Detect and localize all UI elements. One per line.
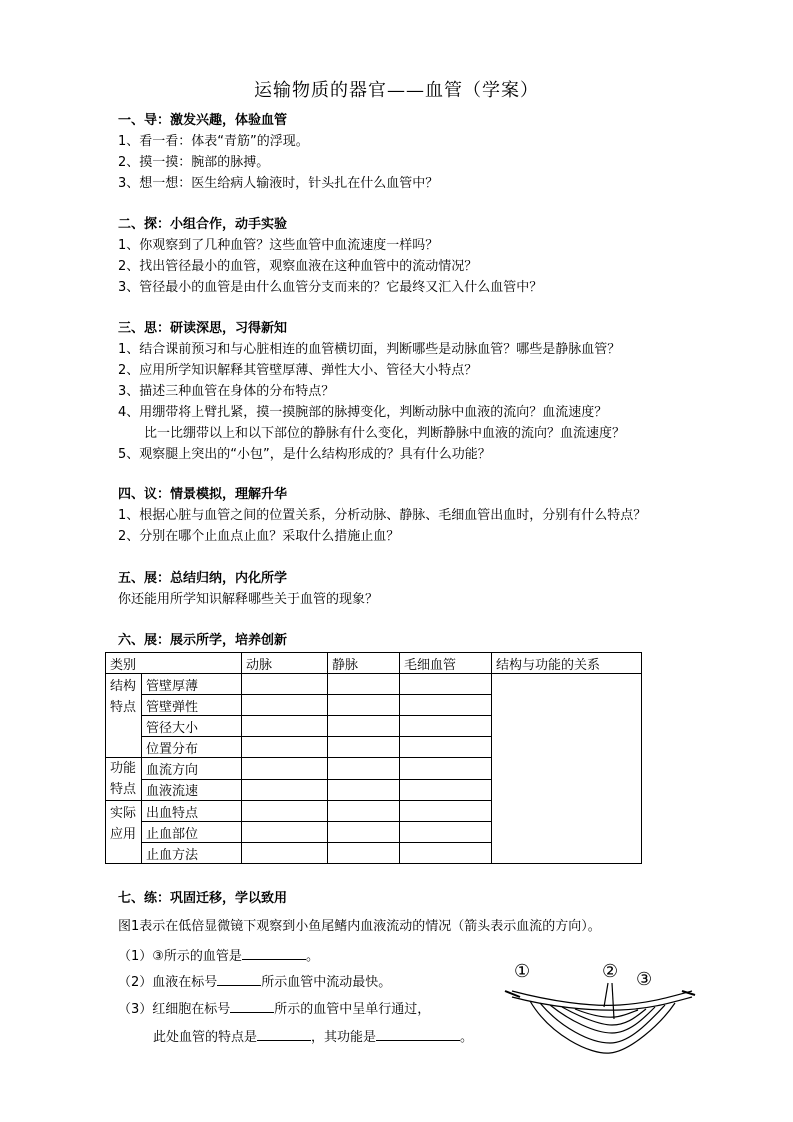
answer-cell[interactable] [400,822,492,843]
question-text: （1）③所示的血管是 [118,949,242,964]
answer-blank[interactable] [257,1027,311,1041]
answer-cell[interactable] [328,822,400,843]
question-text: 所示的血管中呈单行通过， [274,1002,431,1017]
section-heading: 二、探：小组合作，动手实验 [118,217,288,232]
list-item: 3、想一想：医生给病人输液时，针头扎在什么血管中？ [118,176,439,191]
row-label: 出血特点 [142,801,242,822]
row-label: 血液流速 [142,779,242,801]
question-2 [118,971,391,990]
row-label: 管壁厚薄 [142,674,242,695]
answer-cell[interactable] [400,779,492,801]
row-label: 位置分布 [142,737,242,758]
answer-cell[interactable] [400,737,492,758]
list-item-continued: 比一比绷带以上和以下部位的静脉有什么变化，判断静脉中血液的流向？血流速度？ [144,426,626,441]
list-item: 1、根据心脏与血管之间的位置关系，分析动脉、静脉、毛细血管出血时，分别有什么特点？ [118,508,647,523]
question-text: 。 [460,1030,474,1045]
answer-cell[interactable] [242,758,328,780]
answer-cell[interactable] [328,758,400,780]
question-text: 所示血管中流动最快。 [261,975,392,990]
answer-blank[interactable] [376,1027,460,1041]
section-1 [118,110,738,194]
answer-cell[interactable] [328,737,400,758]
list-item: 3、管径最小的血管是由什么血管分支而来的？它最终又汇入什么血管中？ [118,280,543,295]
answer-cell[interactable] [328,674,400,695]
question-text: （2）血液在标号 [118,975,218,990]
table-row [106,674,642,695]
summary-table [105,652,642,864]
section-6 [118,630,738,651]
answer-cell[interactable] [400,758,492,780]
list-item: 1、结合课前预习和与心脏相连的血管横切面，判断哪些是动脉血管？哪些是静脉血管？ [118,342,621,357]
row-label: 血流方向 [142,758,242,780]
answer-blank[interactable] [242,946,306,960]
row-label: 止血方法 [142,843,242,864]
list-item: 1、你观察到了几种血管？这些血管中血流速度一样吗？ [118,238,439,253]
answer-cell[interactable] [400,716,492,737]
table-header-row [106,653,642,674]
page-title: 运输物质的器官——血管（学案） [254,80,539,101]
group-structure: 结构特点 [106,674,142,758]
question-4 [153,1026,473,1045]
answer-cell[interactable] [242,695,328,716]
question-text: 。 [305,949,319,964]
list-item: 1、看一看：体表“青筋”的浮现。 [118,134,309,149]
list-item: 2、摸一摸：腕部的脉搏。 [118,155,270,170]
answer-cell[interactable] [242,674,328,695]
section-heading: 五、展：总结归纳，内化所学 [118,571,288,586]
answer-blank[interactable] [217,972,261,986]
answer-cell[interactable] [400,801,492,822]
header-capillary: 毛细血管 [400,653,492,674]
header-artery: 动脉 [242,653,328,674]
question-3 [118,998,430,1017]
answer-cell[interactable] [400,843,492,864]
section-3 [118,318,738,465]
answer-cell[interactable] [328,843,400,864]
answer-cell[interactable] [400,674,492,695]
question-text: ，其功能是 [311,1030,377,1045]
answer-cell[interactable] [242,737,328,758]
answer-cell[interactable] [328,779,400,801]
section-heading: 七、练：巩固迁移，学以致用 [118,891,288,906]
section-heading: 一、导：激发兴趣，体验血管 [118,113,288,128]
list-item: 2、应用所学知识解释其管壁厚薄、弹性大小、管径大小特点？ [118,363,478,378]
section-4 [118,484,738,547]
section-2 [118,214,738,298]
answer-cell[interactable] [328,801,400,822]
figure-label-1: ① [514,961,531,982]
list-item: 你还能用所学知识解释哪些关于血管的现象？ [118,592,379,607]
question-1 [118,945,319,964]
group-function: 功能特点 [106,758,142,801]
answer-cell[interactable] [328,695,400,716]
figure-label-3: ③ [636,969,653,990]
answer-cell[interactable] [242,716,328,737]
blood-vessel-figure [500,955,700,1065]
answer-cell[interactable] [242,801,328,822]
section-5 [118,568,738,610]
answer-cell[interactable] [328,716,400,737]
section-heading: 四、议：情景模拟，理解升华 [118,487,288,502]
question-text: （3）红细胞在标号 [118,1002,231,1017]
answer-cell[interactable] [242,779,328,801]
row-label: 管壁弹性 [142,695,242,716]
row-label: 管径大小 [142,716,242,737]
section-heading: 三、思：研读深思，习得新知 [118,321,288,336]
list-item: 2、分别在哪个止血点止血？采取什么措施止血？ [118,529,400,544]
answer-cell[interactable] [242,843,328,864]
answer-blank[interactable] [230,999,274,1013]
header-category: 类别 [106,653,242,674]
list-item: 2、找出管径最小的血管，观察血液在这种血管中的流动情况？ [118,259,478,274]
header-relation: 结构与功能的关系 [492,653,642,674]
question-intro: 图1表示在低倍显微镜下观察到小鱼尾鳍内血液流动的情况（箭头表示血流的方向）。 [118,919,601,934]
answer-cell[interactable] [400,695,492,716]
figure-label-2: ② [602,961,619,982]
list-item: 4、用绷带将上臂扎紧，摸一摸腕部的脉搏变化，判断动脉中血液的流向？血流速度？ [118,405,608,420]
list-item: 3、描述三种血管在身体的分布特点？ [118,384,335,399]
section-7 [118,888,738,909]
section-heading: 六、展：展示所学，培养创新 [118,633,288,648]
question-text: 此处血管的特点是 [153,1030,258,1045]
row-label: 止血部位 [142,822,242,843]
list-item: 5、观察腿上突出的“小包”，是什么结构形成的？具有什么功能？ [118,447,491,462]
header-vein: 静脉 [328,653,400,674]
relation-answer-cell[interactable] [492,674,642,864]
group-application: 实际应用 [106,801,142,864]
answer-cell[interactable] [242,822,328,843]
